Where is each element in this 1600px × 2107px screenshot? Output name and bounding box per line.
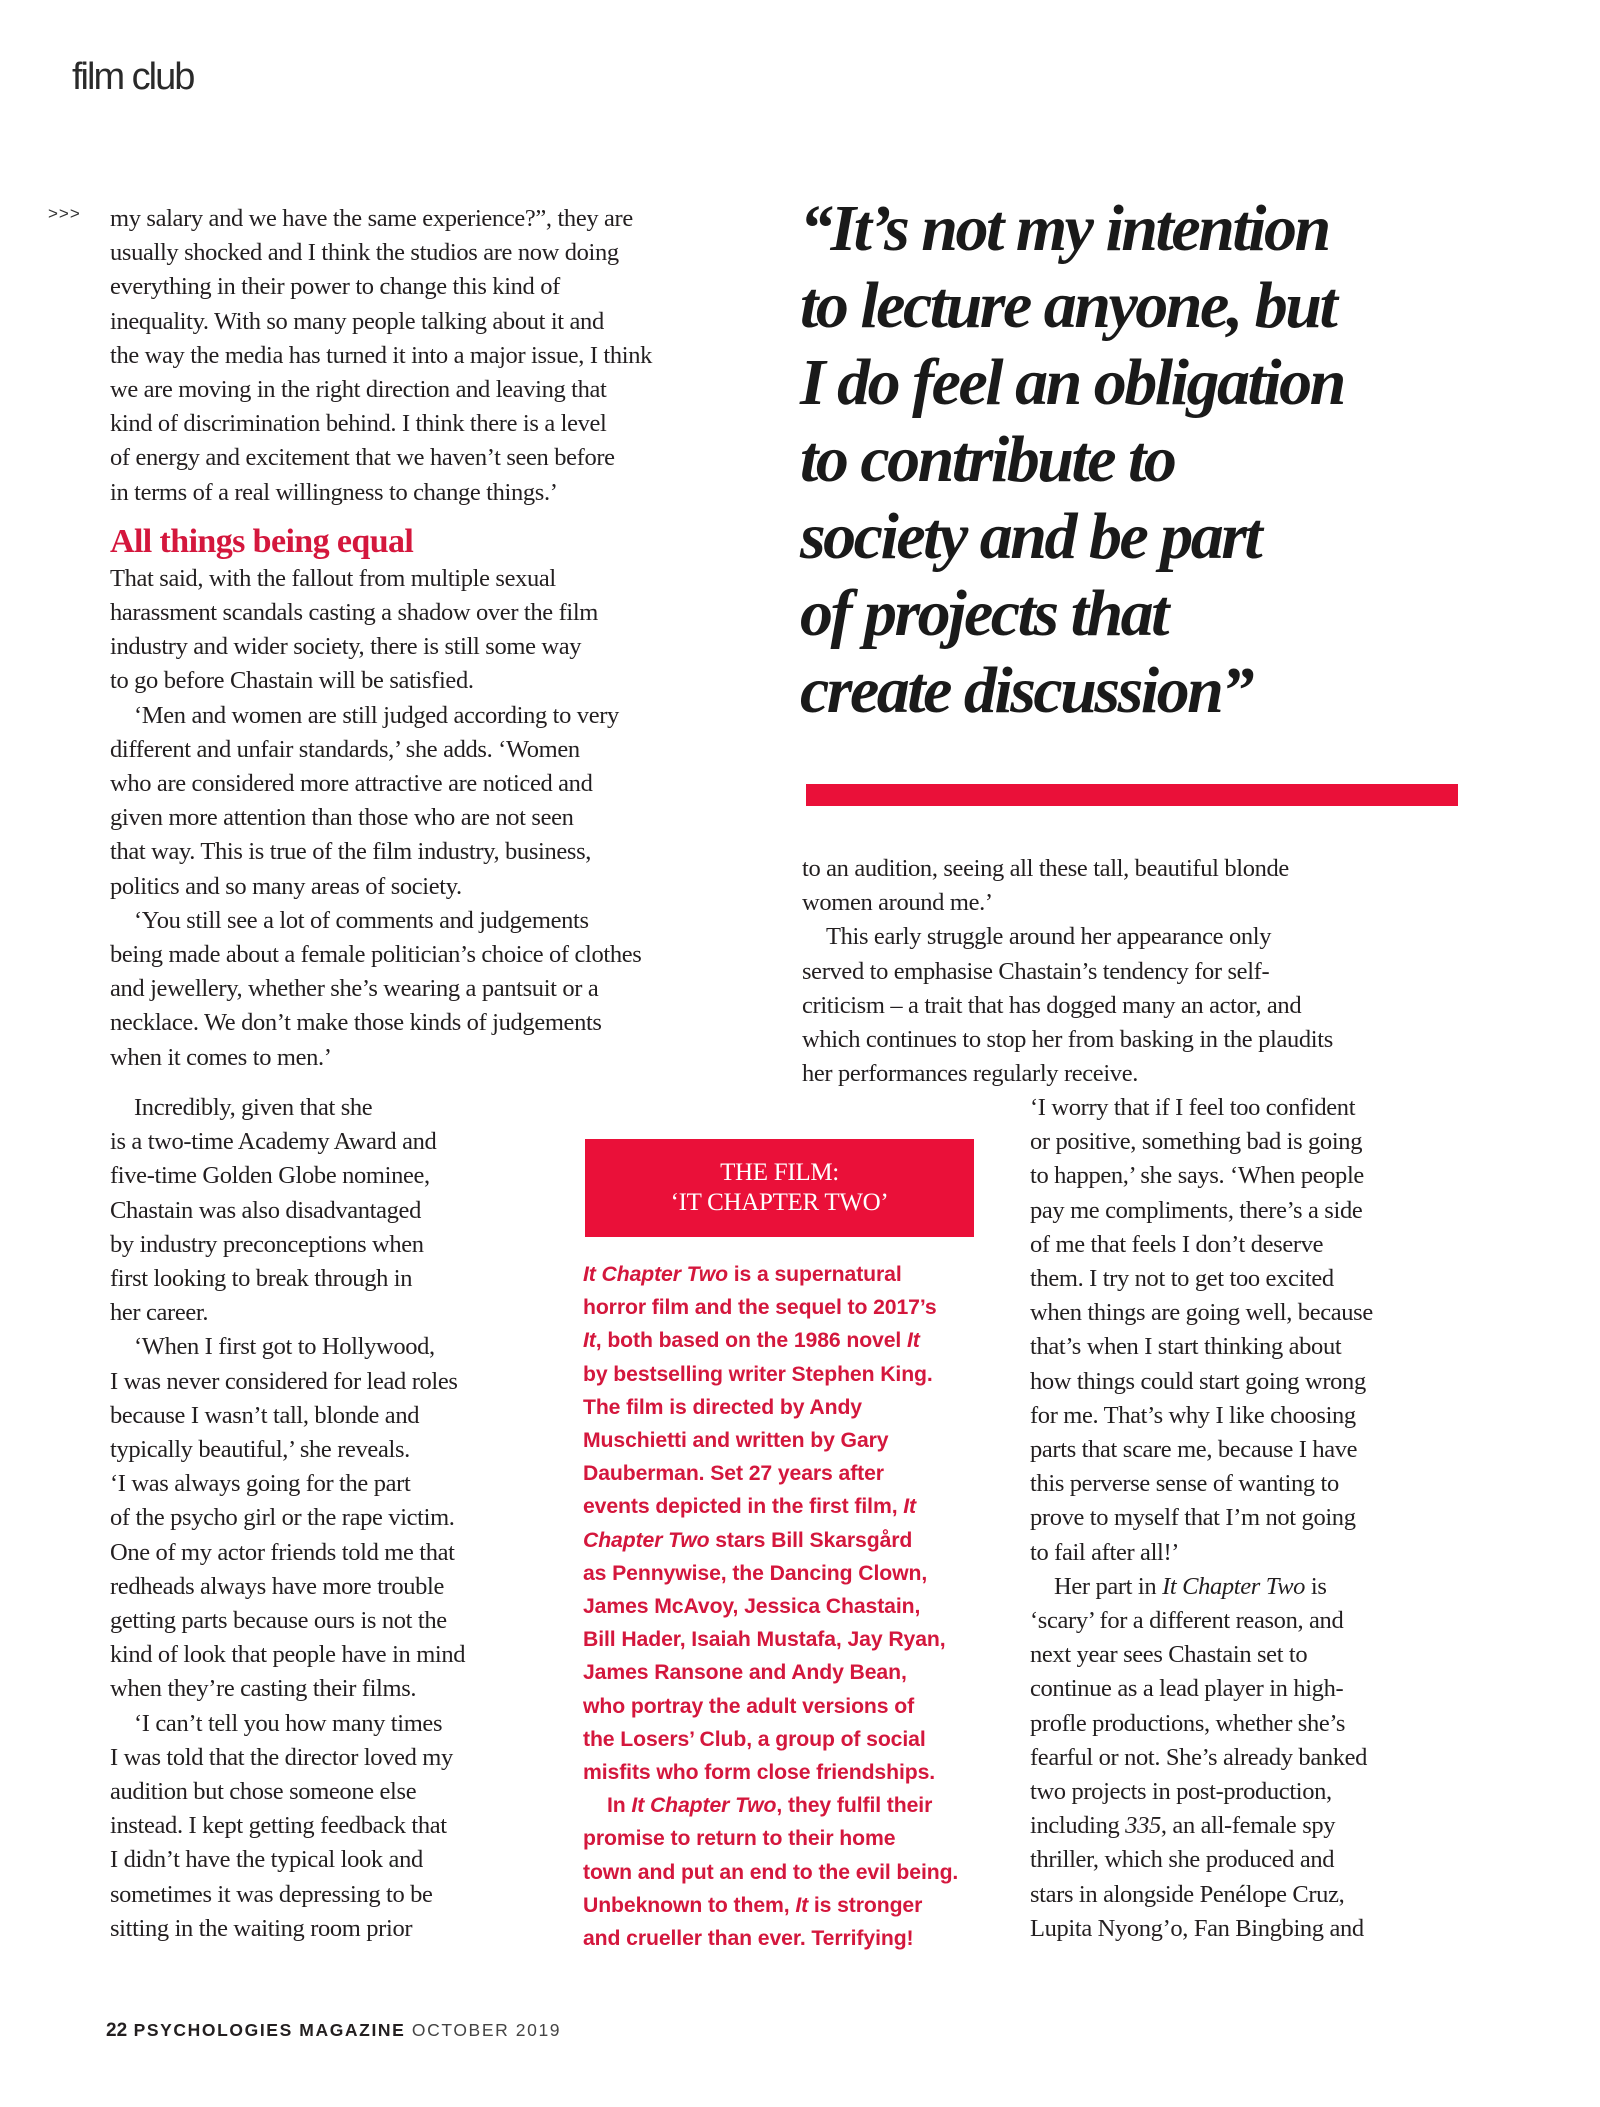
right-column-narrow [1030,1091,1470,1946]
right-narrow-body-3 [1030,1843,1470,1946]
sidebar-text-line: Bill Hader, Isaiah Mustafa, Jay Ryan, [583,1628,946,1652]
sidebar-text-line: Unbeknown to them, It is stronger [583,1893,923,1917]
text-line: profle productions, whether she’s [1030,1709,1346,1737]
text-line: to happen,’ she says. ‘When people [1030,1162,1364,1190]
text-line: to an audition, seeing all these tall, beautiful blonde [802,855,1289,882]
text-line: to fail after all!’ [1030,1538,1180,1566]
text-line: I was never considered for lead roles [110,1367,458,1395]
sidebar-text-line: who portray the adult versions of [583,1694,915,1718]
left-column-wide [110,202,760,1075]
text-line: politics and so many areas of society. [110,872,462,900]
text-line: by industry preconceptions when [110,1230,424,1258]
text-line: her performances regularly receive. [802,1060,1138,1088]
text-line: ‘Men and women are still judged according to very [134,701,619,729]
text-line: that’s when I start thinking about [1030,1333,1342,1361]
pull-quote-line: society and be part [800,500,1261,573]
text-line: thriller, which she produced and [1030,1846,1335,1874]
text-line: necklace. We don’t make those kinds of judgements [110,1009,602,1037]
pull-quote-line: “It’s not my intention [800,192,1329,265]
text-line: when it comes to men.’ [110,1043,332,1071]
text-line: this perverse sense of wanting to [1030,1470,1339,1498]
continuation-marker-icon: >>> [48,204,81,223]
text-line: parts that scare me, because I have [1030,1436,1358,1464]
text-line: next year sees Chastain set to [1030,1641,1308,1669]
right-wide-body [802,852,1472,1091]
text-line: sometimes it was depressing to be [110,1880,433,1908]
text-line: of me that feels I don’t deserve [1030,1230,1324,1258]
sidebar-text-line: Muschietti and written by Gary [583,1429,889,1453]
page-footer [106,2020,561,2042]
intro-paragraph [110,202,760,510]
sidebar-text-line: by bestselling writer Stephen King. [583,1362,933,1386]
text-line: Chastain was also disadvantaged [110,1196,421,1224]
section-label: film club [72,56,194,98]
her-part-line: Her part in It Chapter Two is [1054,1572,1327,1600]
text-line: That said, with the fallout from multiple sexual [110,564,556,592]
issue-date: OCTOBER 2019 [411,2020,562,2040]
text-line: my salary and we have the same experience?”, they are [110,205,633,232]
sidebar-text-line: In It Chapter Two, they fulfil their [607,1794,933,1818]
text-line: stars in alongside Penélope Cruz, [1030,1880,1345,1908]
text-line: Incredibly, given that she [134,1094,373,1121]
film-sidebar-title-box [585,1139,974,1237]
sidebar-text-line: Chapter Two stars Bill Skarsgård [583,1528,913,1552]
pull-quote-line: to contribute to [800,423,1175,496]
text-line: everything in their power to change this kind of [110,273,560,301]
text-line: I didn’t have the typical look and [110,1846,423,1874]
text-line: for me. That’s why I like choosing [1030,1401,1356,1429]
pull-quote-line: of projects that [800,577,1167,650]
sidebar-text-line: town and put an end to the evil being. [583,1860,959,1884]
text-line: that way. This is true of the film industry, business, [110,838,592,866]
text-line: her career. [110,1299,209,1327]
text-line: we are moving in the right direction and leaving that [110,376,607,404]
text-line: kind of discrimination behind. I think there is a level [110,410,607,438]
text-line: criticism – a trait that has dogged many an actor, and [802,991,1302,1019]
text-line: prove to myself that I’m not going [1030,1504,1356,1532]
text-line: different and unfair standards,’ she adds. ‘Women [110,735,580,763]
text-line: harassment scandals casting a shadow over the film [110,599,599,627]
text-line: of energy and excitement that we haven’t seen before [110,444,615,472]
sidebar-text-line: James McAvoy, Jessica Chastain, [583,1595,921,1619]
text-line: usually shocked and I think the studios are now doing [110,239,619,267]
text-line: This early struggle around her appearance only [826,923,1272,951]
text-line: to go before Chastain will be satisfied. [110,667,474,695]
text-line: how things could start going wrong [1030,1367,1366,1395]
text-line: is a two-time Academy Award and [110,1128,437,1156]
text-line: fearful or not. She’s already banked [1030,1743,1368,1771]
sidebar-text-line: and crueller than ever. Terrifying! [583,1927,914,1951]
text-line: getting parts because ours is not the [110,1607,447,1635]
text-line: because I wasn’t tall, blonde and [110,1401,420,1429]
text-line: when things are going well, because [1030,1299,1373,1327]
text-line: ‘When I first got to Hollywood, [134,1333,435,1361]
sidebar-text-line: promise to return to their home [583,1827,896,1851]
text-line: inequality. With so many people talking about it and [110,307,604,335]
text-line: redheads always have more trouble [110,1572,445,1600]
film-sidebar-title-line1: THE FILM: [720,1159,839,1186]
text-line: served to emphasise Chastain’s tendency for self- [802,957,1270,985]
text-line: ‘I was always going for the part [110,1470,411,1498]
pull-quote [800,190,1480,729]
film-sidebar-title-line2: ‘IT CHAPTER TWO’ [670,1189,889,1216]
text-line: the way the media has turned it into a major issue, I think [110,341,653,369]
section-heading: All things being equal [110,522,414,560]
text-line: two projects in post-production, [1030,1778,1332,1806]
text-line: which continues to stop her from basking in the plaudits [802,1026,1333,1054]
text-line: Lupita Nyong’o, Fan Bingbing and [1030,1914,1364,1942]
sidebar-text-line: misfits who form close friendships. [583,1761,936,1785]
including-line: including 335, an all-female spy [1030,1812,1336,1840]
text-line: women around me.’ [802,889,993,917]
text-line: typically beautiful,’ she reveals. [110,1436,410,1464]
sidebar-text-line: Dauberman. Set 27 years after [583,1462,884,1486]
pull-quote-line: create discussion” [800,654,1252,727]
page-number: 22 [106,2020,128,2041]
text-line: ‘You still see a lot of comments and judgements [134,906,589,934]
text-line: of the psycho girl or the rape victim. [110,1504,455,1532]
sidebar-text-line: It Chapter Two is a supernatural [583,1263,902,1286]
text-line: them. I try not to get too excited [1030,1265,1334,1293]
text-line: being made about a female politician’s choice of clothes [110,941,642,969]
sidebar-text-line: It, both based on the 1986 novel It [583,1329,920,1353]
sidebar-text-line: events depicted in the first film, It [583,1495,917,1519]
text-line: given more attention than those who are not seen [110,804,574,832]
text-line: and jewellery, whether she’s wearing a pantsuit or a [110,975,599,1003]
right-narrow-body [1030,1091,1470,1570]
text-line: ‘scary’ for a different reason, and [1030,1607,1344,1635]
text-line: sitting in the waiting room prior [110,1914,413,1942]
sidebar-text-line: as Pennywise, the Dancing Clown, [583,1561,928,1585]
text-line: ‘I worry that if I feel too confident [1030,1094,1356,1121]
right-narrow-body-2 [1030,1604,1470,1809]
text-line: continue as a lead player in high- [1030,1675,1344,1703]
text-line: five-time Golden Globe nominee, [110,1162,430,1190]
section-body [110,562,760,1075]
text-line: instead. I kept getting feedback that [110,1812,447,1840]
sidebar-text-line: The film is directed by Andy [583,1395,862,1419]
film-sidebar-body [583,1258,993,1955]
text-line: pay me compliments, there’s a side [1030,1196,1363,1224]
text-line: kind of look that people have in mind [110,1641,466,1669]
left-narrow-body [110,1091,550,1946]
sidebar-text-line: the Losers’ Club, a group of social [583,1727,926,1751]
text-line: when they’re casting their films. [110,1675,417,1703]
accent-rule [806,784,1458,806]
right-column-wide [802,852,1472,1091]
text-line: or positive, something bad is going [1030,1128,1363,1156]
text-line: One of my actor friends told me that [110,1538,455,1566]
magazine-name: PSYCHOLOGIES MAGAZINE [133,2020,406,2040]
text-line: in terms of a real willingness to change things.’ [110,478,558,506]
sidebar-text-line: horror film and the sequel to 2017’s [583,1296,937,1320]
text-line: ‘I can’t tell you how many times [134,1709,443,1737]
left-column-narrow [110,1091,550,1946]
text-line: I was told that the director loved my [110,1743,453,1771]
sidebar-text-line: James Ransone and Andy Bean, [583,1661,907,1685]
pull-quote-line: to lecture anyone, but [800,269,1336,342]
text-line: industry and wider society, there is still some way [110,633,582,661]
text-line: who are considered more attractive are noticed and [110,770,593,798]
text-line: audition but chose someone else [110,1778,417,1806]
text-line: first looking to break through in [110,1265,413,1293]
pull-quote-line: I do feel an obligation [800,346,1344,419]
